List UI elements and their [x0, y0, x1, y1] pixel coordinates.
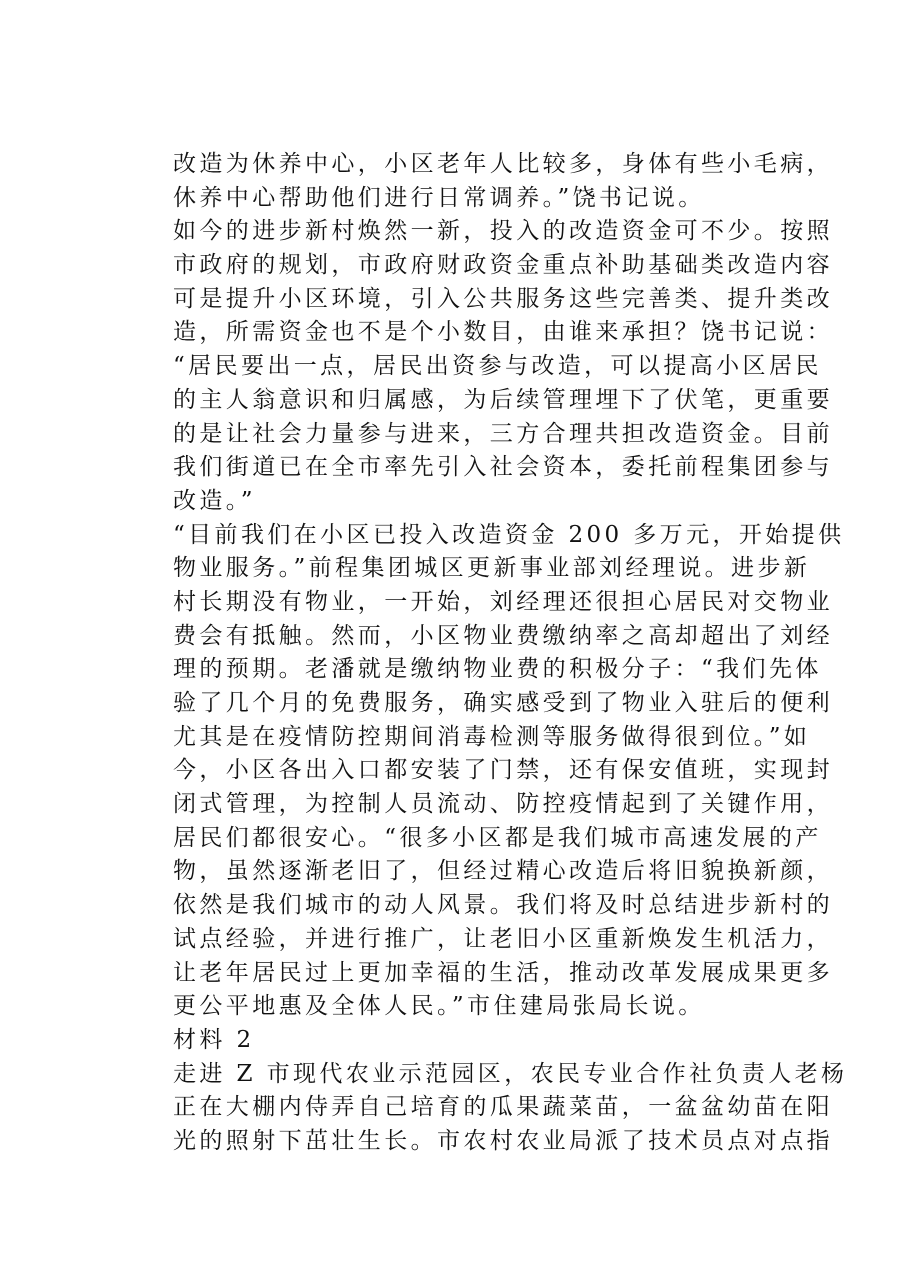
- text-line: 可是提升小区环境，引入公共服务这些完善类、提升类改: [173, 285, 833, 312]
- text-line: 光的照射下茁壮生长。市农村农业局派了技术员点对点指: [173, 1127, 833, 1154]
- text-line: 的是让社会力量参与进来，三方合理共担改造资金。目前: [173, 420, 833, 447]
- text-line: 让老年居民过上更加幸福的生活，推动改革发展成果更多: [173, 959, 833, 986]
- text-line: 依然是我们城市的动人风景。我们将及时总结进步新村的: [173, 892, 833, 919]
- text-line: 闭式管理，为控制人员流动、防控疫情起到了关键作用，: [173, 791, 833, 818]
- text-line: “居民要出一点，居民出资参与改造，可以提高小区居民: [173, 353, 822, 380]
- text-line: 正在大棚内侍弄自己培育的瓜果蔬菜苗，一盆盆幼苗在阳: [173, 1094, 833, 1121]
- text-line: 费会有抵触。然而，小区物业费缴纳率之高却超出了刘经: [173, 622, 833, 649]
- text-line: 改造。”: [173, 487, 256, 514]
- text-line: 我们街道已在全市率先引入社会资本，委托前程集团参与: [173, 454, 833, 481]
- text-line: 走进 Z 市现代农业示范园区，农民专业合作社负责人老杨: [173, 1060, 848, 1087]
- text-line: 理的预期。老潘就是缴纳物业费的积极分子：“我们先体: [173, 656, 822, 683]
- text-line: 村长期没有物业，一开始，刘经理还很担心居民对交物业: [173, 588, 833, 615]
- document-body: [173, 148, 848, 1159]
- text-line: 居民们都很安心。“很多小区都是我们城市高速发展的产: [173, 824, 822, 851]
- text-line: 今，小区各出入口都安装了门禁，还有保安值班，实现封: [173, 757, 833, 784]
- text-line: 的主人翁意识和归属感，为后续管理埋下了伏笔，更重要: [173, 386, 833, 413]
- text-line: 休养中心帮助他们进行日常调养。”饶书记说。: [173, 184, 705, 211]
- text-line: 市政府的规划，市政府财政资金重点补助基础类改造内容: [173, 252, 833, 279]
- text-line: 试点经验，并进行推广，让老旧小区重新焕发生机活力，: [173, 925, 833, 952]
- text-line: 尤其是在疫情防控期间消毒检测等服务做得很到位。”如: [173, 723, 811, 750]
- text-line: 如今的进步新村焕然一新，投入的改造资金可不少。按照: [173, 218, 833, 245]
- text-line: “目前我们在小区已投入改造资金 200 多万元，开始提供: [173, 521, 845, 548]
- text-line: 更公平地惠及全体人民。”市住建局张局长说。: [173, 993, 705, 1020]
- section-heading: 材料 2: [173, 1026, 255, 1053]
- text-line: 物业服务。”前程集团城区更新事业部刘经理说。进步新: [173, 555, 811, 582]
- text-line: 验了几个月的免费服务，确实感受到了物业入驻后的便利: [173, 690, 833, 716]
- text-line: 改造为休养中心，小区老年人比较多，身体有些小毛病，: [173, 151, 833, 177]
- text-line: 造，所需资金也不是个小数目，由谁来承担？饶书记说：: [173, 319, 833, 346]
- text-line: 物，虽然逐渐老旧了，但经过精心改造后将旧貌换新颜，: [173, 858, 833, 885]
